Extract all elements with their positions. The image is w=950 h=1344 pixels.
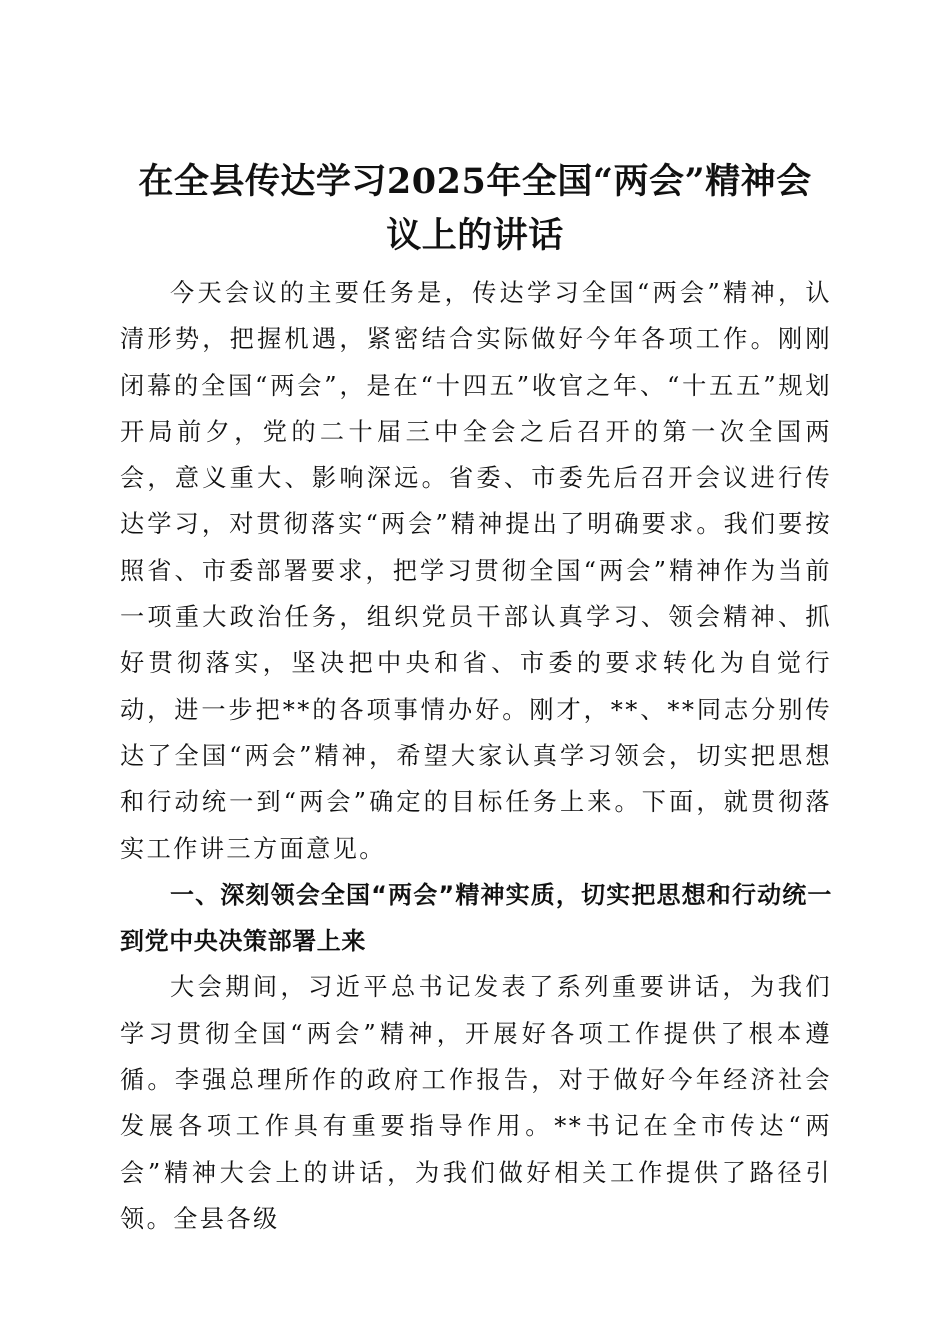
title-line-1: 在全县传达学习2025年全国“两会”精神会 <box>138 161 812 203</box>
intro-paragraph: 今天会议的主要任务是，传达学习全国“两会”精神，认清形势，把握机遇，紧密结合实际做好今年各项工作。刚刚闭幕的全国“两会”，是在“十四五”收官之年、“十五五”规划开局前夕，党的二十届三中全会之后召开的第一次全国两会，意义重大、影响深远。省委、市委先后召开会议进行传达学习，对贯彻落实“两会”精神提出了明确要求。我们要按照省、市委部署要求，把学习贯彻全国“两会”精神作为当前一项重大政治任务，组织党员干部认真学习、领会精神、抓好贯彻落实，坚决把中央和省、市委的要求转化为自觉行动，进一步把**的各项事情办好。刚才，**、**同志分别传达了全国“两会”精神，希望大家认真学习领会，切实把思想和行动统一到“两会”确定的目标任务上来。下面，就贯彻落实工作讲三方面意见。 <box>120 279 832 863</box>
title-line-2: 议上的讲话 <box>386 215 564 257</box>
document-body <box>120 270 832 1242</box>
document-title <box>120 155 830 263</box>
section-paragraph-1: 大会期间，习近平总书记发表了系列重要讲话，为我们学习贯彻全国“两会”精神，开展好各项工作提供了根本遵循。李强总理所作的政府工作报告，对于做好今年经济社会发展各项工作具有重要指导作用。**书记在全市传达“两会”精神大会上的讲话，为我们做好相关工作提供了路径引领。全县各级 <box>120 973 832 1233</box>
section-heading-1: 一、深刻领会全国“两会”精神实质，切实把思想和行动统一到党中央决策部署上来 <box>120 880 832 956</box>
